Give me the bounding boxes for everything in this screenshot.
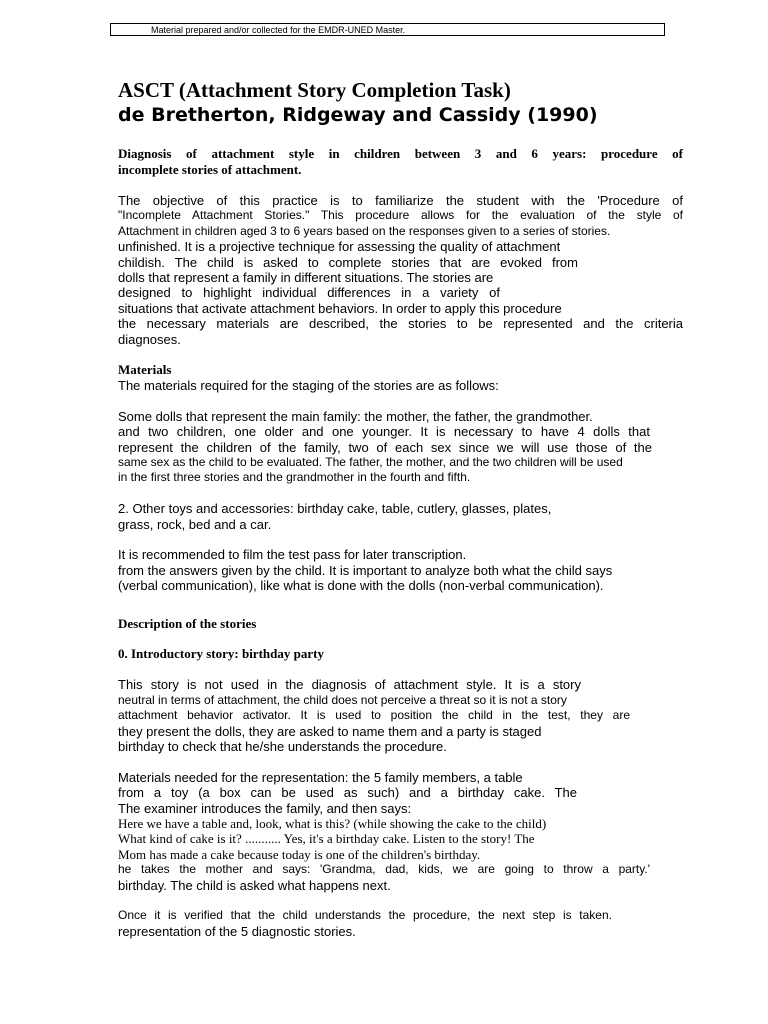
objective-line: situations that activate attachment behaviors. In order to apply this procedure [118,300,562,316]
story0-line: birthday. The child is asked what happens next. [118,877,391,893]
objective-line: The objective of this practice is to familiarize the student with the 'Procedure of [118,193,683,208]
objective-line: "Incomplete Attachment Stories." This procedure allows for the evaluation of the style of [118,208,683,223]
film-line: It is recommended to film the test pass for later transcription. [118,547,467,563]
toys-line: grass, rock, bed and a car. [118,516,272,532]
story0-line: they present the dolls, they are asked to name them and a party is staged [118,723,542,739]
story0-paragraph-1 [118,677,683,754]
diagnosis-heading-line: Diagnosis of attachment style in children between 3 and 6 years: procedure of [118,146,683,161]
dolls-line: same sex as the child to be evaluated. The father, the mother, and the two children will be used [118,454,623,469]
objective-line: dolls that represent a family in different situations. The stories are [118,270,494,286]
closing-line: Once it is verified that the child understands the procedure, the next step is taken. [118,908,612,923]
story0-dialogue-line: Here we have a table and, look, what is this? (while showing the cake to the child) [118,816,547,832]
story0-heading: 0. Introductory story: birthday party [118,646,324,662]
film-line: (verbal communication), like what is done with the dolls (non-verbal communication). [118,578,604,594]
story0-line: he takes the mother and says: 'Grandma, dad, kids, we are going to throw a party.' [118,862,650,877]
closing-line: representation of the 5 diagnostic stories. [118,923,356,939]
film-paragraph [118,547,683,593]
materials-intro [118,378,683,393]
document-body [118,78,683,939]
objective-line: designed to highlight individual differences in a variety of [118,285,500,301]
story0-line: The examiner introduces the family, and then says: [118,800,412,816]
story0-line: birthday to check that he/she understands the procedure. [118,739,447,754]
header-box [110,23,665,36]
objective-line: Attachment in children aged 3 to 6 years based on the responses given to a series of stories. [118,223,611,238]
diagnosis-heading [118,146,683,177]
objective-line: childish. The child is asked to complete stories that are evoked from [118,254,578,270]
story0-line: neutral in terms of attachment, the child does not perceive a threat so it is not a story [118,692,567,707]
story0-dialogue-line: What kind of cake is it? ........... Yes, it's a birthday cake. Listen to the story! The [118,831,535,847]
materials-heading: Materials [118,362,172,378]
story0-line: from a toy (a box can be used as such) and a birthday cake. The [118,785,577,801]
toys-line: 2. Other toys and accessories: birthday cake, table, cutlery, glasses, plates, [118,501,552,517]
story0-line: attachment behavior activator. It is used to position the child in the test, they are [118,708,630,723]
story0-line: Materials needed for the representation: the 5 family members, a table [118,769,523,785]
dolls-line: represent the children of the family, two of each sex since we will use those of the [118,439,652,455]
story0-line: This story is not used in the diagnosis of attachment style. It is a story [118,677,581,693]
closing-paragraph [118,908,683,939]
description-heading: Description of the stories [118,615,257,631]
story0-paragraph-2 [118,770,683,893]
objective-paragraph [118,193,683,347]
objective-line: unfinished. It is a projective technique for assessing the quality of attachment [118,239,561,255]
film-line: from the answers given by the child. It is important to analyze both what the child says [118,562,613,578]
objective-line: the necessary materials are described, the stories to be represented and the criteria [118,316,683,332]
dolls-paragraph [118,409,683,486]
objective-line: diagnoses. [118,331,181,347]
story0-dialogue-line: Mom has made a cake because today is one of the children's birthday. [118,846,481,862]
dolls-line: in the first three stories and the grandmother in the fourth and fifth. [118,470,471,485]
page-subtitle-authors: de Bretherton, Ridgeway and Cassidy (1990) [118,104,598,126]
dolls-line: Some dolls that represent the main family: the mother, the father, the grandmother. [118,408,593,424]
dolls-line: and two children, one older and one younger. It is necessary to have 4 dolls that [118,424,650,440]
diagnosis-heading-line: incomplete stories of attachment. [118,161,302,177]
materials-intro-line: The materials required for the staging of the stories are as follows: [118,377,499,393]
page-title: ASCT (Attachment Story Completion Task) [118,78,511,102]
toys-paragraph [118,501,683,532]
header-text: Material prepared and/or collected for the EMDR-UNED Master. [151,25,406,35]
